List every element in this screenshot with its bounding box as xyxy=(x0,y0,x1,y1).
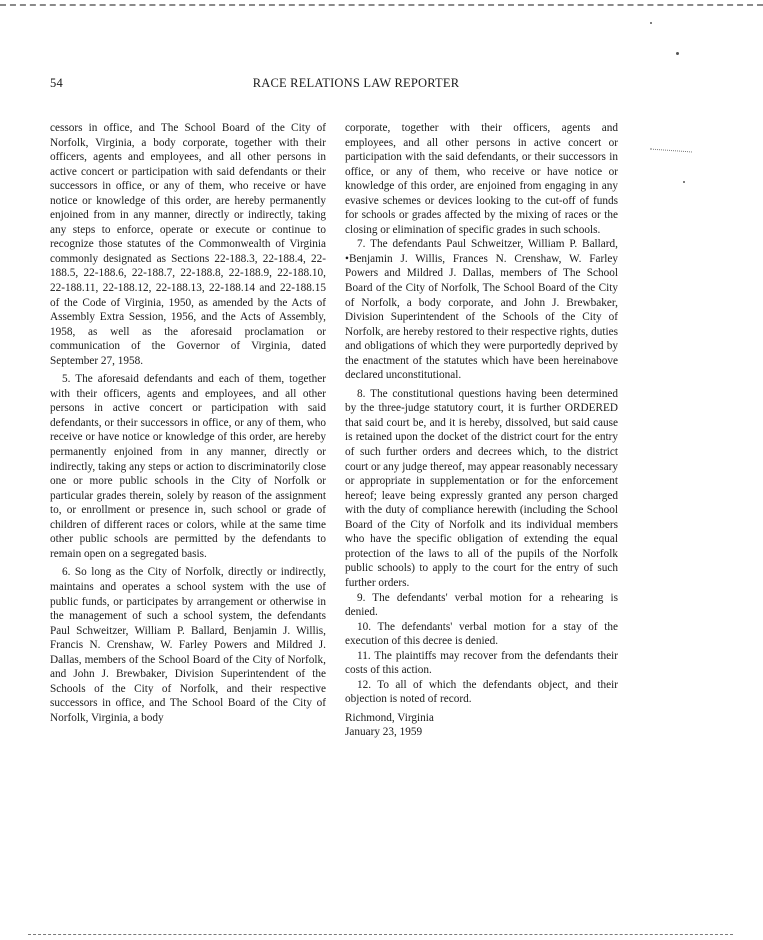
signature-place: Richmond, Virginia xyxy=(345,711,434,724)
bottom-edge-rule xyxy=(28,934,733,935)
scan-smudge xyxy=(650,149,692,153)
scan-speck xyxy=(650,22,652,24)
paragraph-10: 10. The defendants' verbal motion for a stay of the execution of this decree is denied. xyxy=(345,620,618,648)
paragraph-12: 12. To all of which the defendants object, and their objection is noted of record. xyxy=(345,678,618,706)
paragraph-5: 5. The aforesaid defendants and each of them, together with their officers, agents and employees, and all other persons in active concert or participation with said defendants, or their successors in office, or any of them, who receive or have notice or knowledge of this order, are hereby permanently enjoined from in any manner, directly or indirectly, taking any steps or action to discriminatorily close one or more public schools in the City of Norfolk or particular grades therein, solely by reason of the assignment to, or enrollment or presence in, such school or grade of children of different races or colors, while at the same time other public schools are permitted by the defendants to remain open on a segregated basis. xyxy=(50,373,326,560)
top-edge-rule xyxy=(0,4,763,6)
paragraph-6-continued: corporate, together with their officers, agents and employees, and all other persons in active concert or participation with the said defendants, or their successors in office, or any of them, who receive or have notice or knowledge of this order, are enjoined from engaging in any evasive schemes or devices looking to the cut-off of funds for schools or grades affected by the mixing of races or the closing or elimination of specific grades in such schools. xyxy=(345,122,618,236)
right-column xyxy=(345,121,618,740)
signature-date: January 23, 1959 xyxy=(345,726,423,739)
paragraph-6: 6. So long as the City of Norfolk, directly or indirectly, maintains and operates a school system with the use of public funds, or participates by arrangement or otherwise in the management of such a school system, the defendants Paul Schweitzer, William P. Ballard, Benjamin J. Willis, Francis N. Crenshaw, W. Farley Powers and Mildred J. Dallas, members of the School Board of the City of Norfolk, and John J. Brewbaker, Division Superintendent of the Schools of the City of Norfolk, and their respective successors in office, and The School Board of the City of Norfolk, Virginia, a body xyxy=(50,566,326,724)
paragraph-9: 9. The defendants' verbal motion for a rehearing is denied. xyxy=(345,591,618,619)
paragraph-4-continued: cessors in office, and The School Board of the City of Norfolk, Virginia, a body corporate, together with their officers, agents and employees, and all other persons in active concert or participation with said defendants or their successors in office, or any of them, who receive or have notice or knowledge of this order, are hereby permanently enjoined from in any manner, directly or indirectly, taking any steps to enforce, operate or execute or continue to recognize those statutes of the Commonwealth of Virginia commonly designated as Sections 22-188.3, 22-188.4, 22-188.5, 22-188.6, 22-188.7, 22-188.8, 22-188.9, 22-188.10, 22-188.11, 22-188.12, 22-188.13, 22-188.14 and 22-188.15 of the Code of Virginia, 1950, as amended by the Acts of Assembly Extra Session, 1956, and the Acts of Assembly, 1958, as well as the aforesaid proclamation or communication of the Governor of Virginia, dated September 27, 1958. xyxy=(50,122,326,367)
signature-block xyxy=(345,711,618,740)
paragraph-7: 7. The defendants Paul Schweitzer, William P. Ballard, •Benjamin J. Willis, Frances N. Crenshaw, W. Farley Powers and Mildred J. Dallas, members of The School Board of the City of Norfolk, The School Board of the City of Norfolk, a body corporate, and John J. Brewbaker, Division Superintendent of the Schools of the City of Norfolk, are hereby restored to their respective rights, duties and obligations of which they were purportedly deprived by the enactment of the statutes which have been hereinabove declared unconstitutional. xyxy=(345,238,618,382)
paragraph-11: 11. The plaintiffs may recover from the defendants their costs of this action. xyxy=(345,649,618,677)
running-head: RACE RELATIONS LAW REPORTER xyxy=(252,76,460,90)
paragraph-8: 8. The constitutional questions having been determined by the three-judge statutory court, it is further ORDERED that said court be, and it is hereby, dissolved, but said cause is retained upon the docket of the district court for the entry of such further orders and decrees which, to the district court or any judge thereof, may appear reasonably necessary or appropriate in supplementation or for the enforcement hereof; leave being expressly granted any person charged with the duty of compliance herewith (including the School Board of the City of Norfolk and its individual members who have the specific obligation of extending the equal protection of the laws to all of the pupils of the Norfolk public schools) to apply to the court for the entry of such further orders. xyxy=(345,387,618,589)
page-number: 54 xyxy=(50,76,63,90)
scan-speck xyxy=(676,52,679,55)
scan-speck xyxy=(683,181,685,183)
page-header xyxy=(50,76,662,94)
left-column xyxy=(50,121,326,725)
